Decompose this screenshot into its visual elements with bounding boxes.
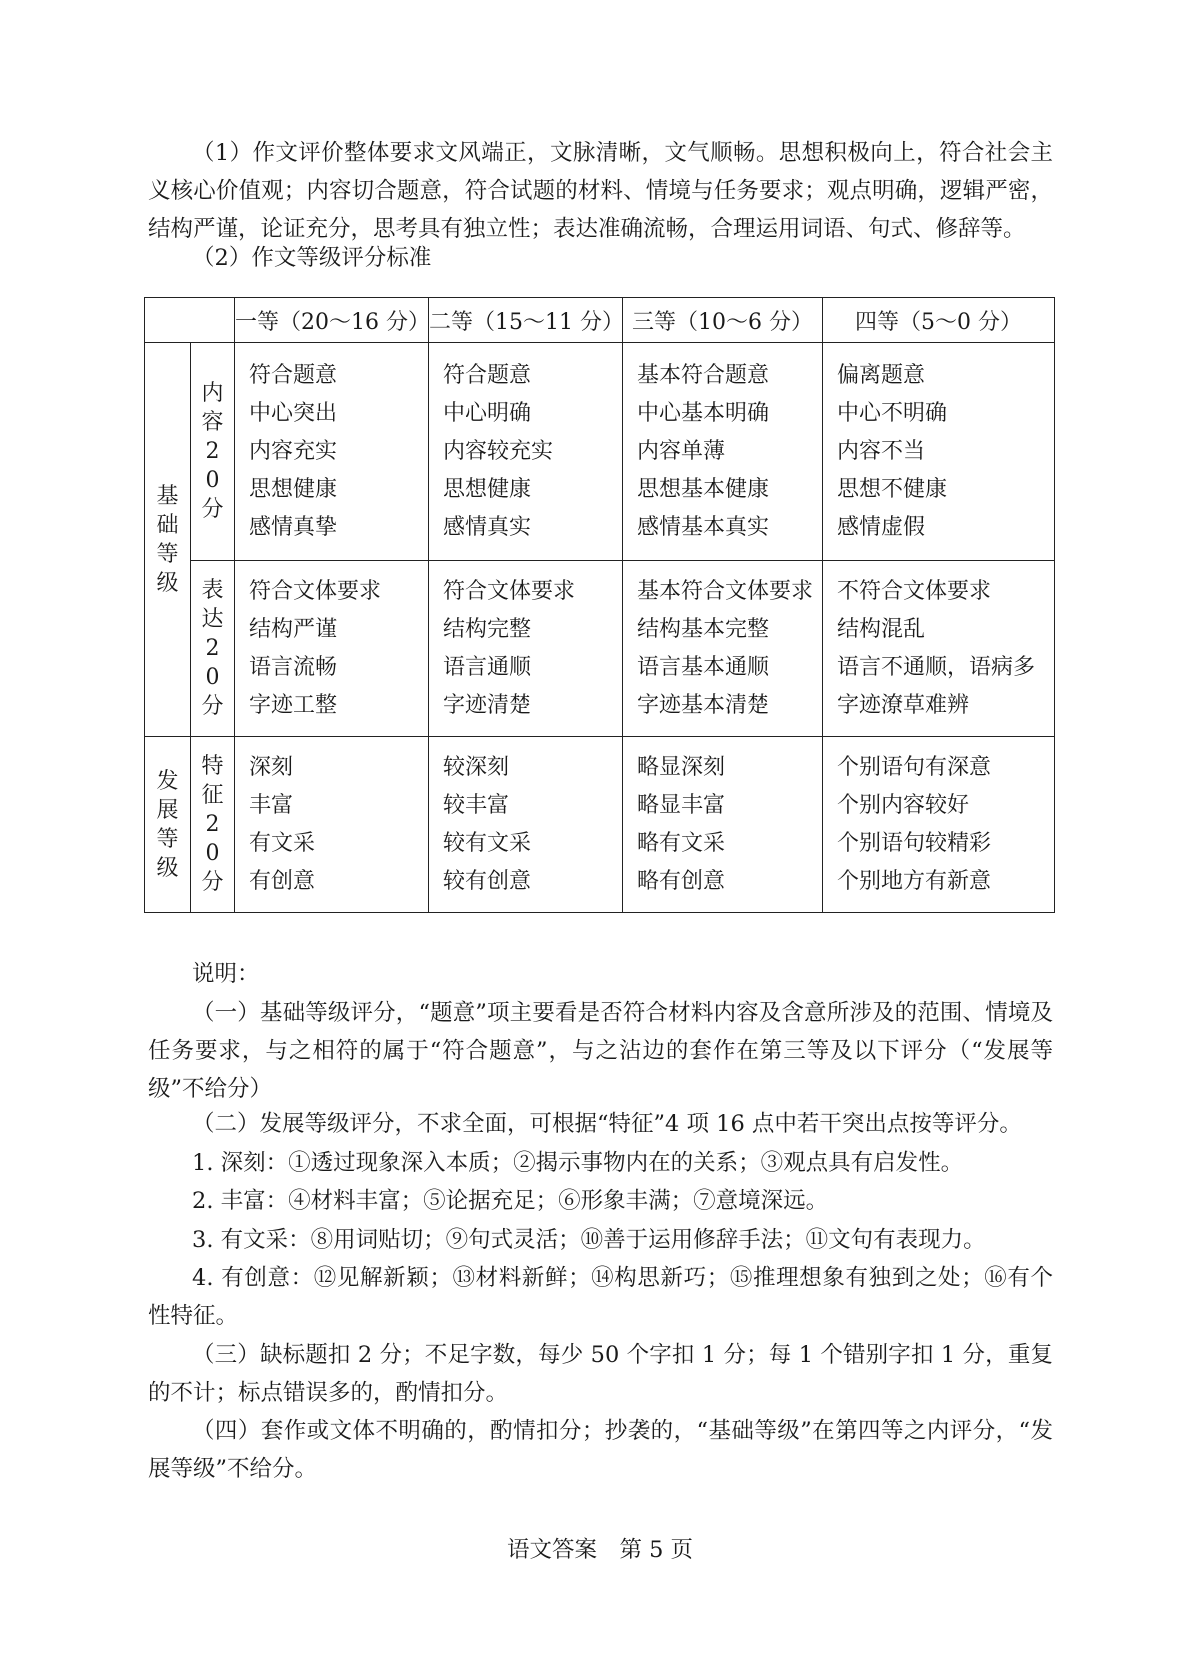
list-item: 结构完整 (443, 616, 532, 642)
page-footer: 语文答案 第 5 页 (506, 1537, 694, 1563)
list-item: 丰富 (249, 792, 294, 818)
note-two-item-4: 4. 有创意：⑫见解新颖；⑬材料新鲜；⑭构思新巧；⑮推理想象有独到之处；⑯有个性特征。 (148, 1265, 1053, 1329)
basic-level-label: 基础等级 (156, 483, 179, 596)
note-two-item-2: 2. 丰富：④材料丰富；⑤论据充足；⑥形象丰满；⑦意境深远。 (192, 1188, 829, 1214)
list-item: 略有创意 (637, 868, 726, 894)
list-item: 有文采 (249, 830, 316, 856)
list-item: 较有文采 (443, 830, 532, 856)
feature-grade4-cell (823, 737, 1055, 913)
development-level-label-cell (145, 737, 191, 913)
list-item: 中心基本明确 (637, 400, 770, 426)
note-three: （三）缺标题扣 2 分；不足字数，每少 50 个字扣 1 分；每 1 个错别字扣 1 分，重复的不计；标点错误多的，酌情扣分。 (148, 1342, 1053, 1406)
header-blank-cell (145, 298, 235, 343)
basic-level-label-cell (145, 343, 191, 737)
content-row (145, 343, 1055, 561)
feature-label: 特征20分 (201, 754, 224, 895)
list-item: 字迹潦草难辨 (837, 692, 970, 718)
list-item: 较有创意 (443, 868, 532, 894)
list-item: 深刻 (249, 754, 294, 780)
list-item: 语言基本通顺 (637, 654, 770, 680)
note-two-item-1: 1. 深刻：①透过现象深入本质；②揭示事物内在的关系；③观点具有启发性。 (192, 1150, 964, 1176)
list-item: 结构混乱 (837, 616, 926, 642)
list-item: 内容充实 (249, 438, 338, 464)
note-two: （二）发展等级评分，不求全面，可根据“特征”4 项 16 点中若干突出点按等评分。 (192, 1111, 1022, 1137)
feature-grade3-cell (623, 737, 823, 913)
feature-label-cell (191, 737, 235, 913)
list-item: 较深刻 (443, 754, 510, 780)
list-item: 感情真挚 (249, 514, 338, 540)
list-item: 感情真实 (443, 514, 532, 540)
expression-grade2-cell (429, 561, 623, 737)
expression-grade1-cell (235, 561, 429, 737)
feature-grade2-cell (429, 737, 623, 913)
expression-row (145, 561, 1055, 737)
list-item: 有创意 (249, 868, 316, 894)
note-two-item-3: 3. 有文采：⑧用词贴切；⑨句式灵活；⑩善于运用修辞手法；⑪文句有表现力。 (192, 1227, 986, 1253)
header-second-grade: 二等（15～11 分） (429, 298, 623, 343)
list-item: 符合题意 (443, 362, 532, 388)
list-item: 中心突出 (249, 400, 338, 426)
list-item: 内容不当 (837, 438, 926, 464)
list-item: 字迹工整 (249, 692, 338, 718)
list-item: 基本符合文体要求 (637, 578, 814, 604)
list-item: 偏离题意 (837, 362, 926, 388)
intro-paragraph-2: （2）作文等级评分标准 (192, 245, 432, 271)
list-item: 结构基本完整 (637, 616, 770, 642)
list-item: 语言流畅 (249, 654, 338, 680)
list-item: 个别语句有深意 (837, 754, 992, 780)
expression-grade4-cell (823, 561, 1055, 737)
content-grade2-cell (429, 343, 623, 561)
list-item: 个别语句较精彩 (837, 830, 992, 856)
list-item: 略显丰富 (637, 792, 726, 818)
list-item: 感情基本真实 (637, 514, 770, 540)
note-four: （四）套作或文体不明确的，酌情扣分；抄袭的，“基础等级”在第四等之内评分，“发展等级”不给分。 (148, 1418, 1053, 1482)
list-item: 字迹基本清楚 (637, 692, 770, 718)
list-item: 略显深刻 (637, 754, 726, 780)
list-item: 个别内容较好 (837, 792, 970, 818)
feature-row (145, 737, 1055, 913)
list-item: 基本符合题意 (637, 362, 770, 388)
expression-label-cell (191, 561, 235, 737)
expression-label: 表达20分 (201, 578, 224, 719)
content-grade4-cell (823, 343, 1055, 561)
grading-standard-table (144, 297, 1055, 913)
list-item: 符合文体要求 (249, 578, 382, 604)
list-item: 思想基本健康 (637, 476, 770, 502)
list-item: 中心明确 (443, 400, 532, 426)
list-item: 中心不明确 (837, 400, 948, 426)
notes-heading: 说明： (192, 961, 260, 987)
header-third-grade: 三等（10～6 分） (623, 298, 823, 343)
content-label: 内容20分 (201, 381, 224, 522)
intro-paragraph-1: （1）作文评价整体要求文风端正，文脉清晰，文气顺畅。思想积极向上，符合社会主义核心价值观；内容切合题意，符合试题的材料、情境与任务要求；观点明确，逻辑严密，结构严谨，论证充分，思考具有独立性；表达准确流畅，合理运用词语、句式、修辞等。 (148, 140, 1053, 242)
list-item: 字迹清楚 (443, 692, 532, 718)
feature-grade1-cell (235, 737, 429, 913)
note-one: （一）基础等级评分，“题意”项主要看是否符合材料内容及含意所涉及的范围、情境及任务要求，与之相符的属于“符合题意”，与之沾边的套作在第三等及以下评分（“发展等级”不给分） (148, 1000, 1053, 1102)
header-fourth-grade: 四等（5～0 分） (823, 298, 1055, 343)
list-item: 符合文体要求 (443, 578, 576, 604)
list-item: 较丰富 (443, 792, 510, 818)
list-item: 略有文采 (637, 830, 726, 856)
expression-grade3-cell (623, 561, 823, 737)
list-item: 不符合文体要求 (837, 578, 992, 604)
list-item: 内容较充实 (443, 438, 554, 464)
list-item: 符合题意 (249, 362, 338, 388)
list-item: 内容单薄 (637, 438, 726, 464)
table-header-row (145, 298, 1055, 343)
list-item: 语言通顺 (443, 654, 532, 680)
list-item: 个别地方有新意 (837, 868, 992, 894)
development-level-label: 发展等级 (156, 768, 179, 881)
list-item: 思想不健康 (837, 476, 948, 502)
list-item: 感情虚假 (837, 514, 926, 540)
list-item: 结构严谨 (249, 616, 338, 642)
content-label-cell (191, 343, 235, 561)
content-grade3-cell (623, 343, 823, 561)
list-item: 思想健康 (249, 476, 338, 502)
content-grade1-cell (235, 343, 429, 561)
list-item: 语言不通顺，语病多 (837, 654, 1036, 680)
header-first-grade: 一等（20～16 分） (235, 298, 429, 343)
list-item: 思想健康 (443, 476, 532, 502)
